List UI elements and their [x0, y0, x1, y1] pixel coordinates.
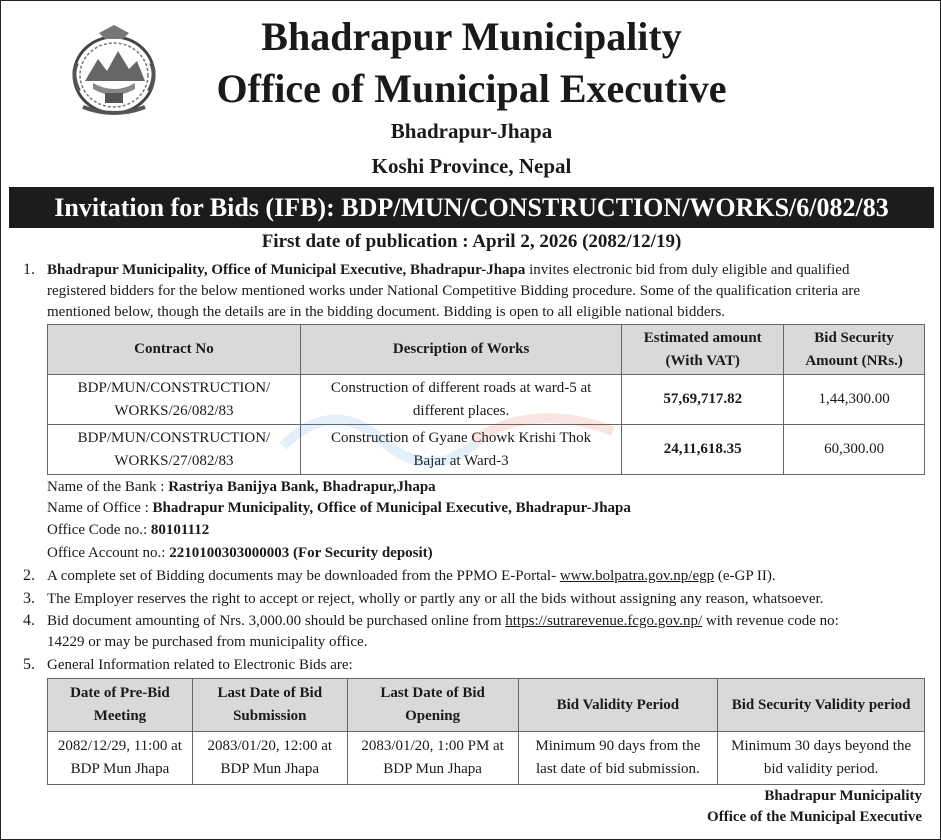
security-validity-l1: Minimum 30 days beyond the	[731, 738, 912, 754]
description-cell	[300, 425, 621, 475]
description-l2: Bajar at Ward-3	[413, 452, 509, 469]
col-submission-l2: Submission	[233, 708, 307, 724]
item-5-number: 5.	[23, 656, 35, 673]
contract-no-l2: WORKS/26/082/83	[114, 402, 234, 419]
sutrarevenue-link[interactable]: https://sutrarevenue.fcgo.gov.np/	[505, 613, 703, 629]
contract-no-l1: BDP/MUN/CONSTRUCTION/	[77, 379, 271, 396]
opening-l1: 2083/01/20, 1:00 PM at	[361, 738, 504, 754]
col-estimated-amount-l1: Estimated amount	[643, 329, 762, 346]
item-2-text	[47, 566, 776, 587]
location-line: Bhadrapur-Jhapa	[390, 119, 553, 143]
office-name-line	[47, 498, 631, 519]
item-1-line2: registered bidders for the below mentioned works under National Competitive Bidding procedure. Some of the qualification criteria are	[47, 283, 861, 299]
bolpatra-link[interactable]: www.bolpatra.gov.np/egp	[559, 568, 715, 584]
item-3-number: 3.	[23, 590, 35, 607]
works-table	[47, 324, 925, 475]
office-code-label: Office Code no.:	[47, 522, 151, 538]
item-4-lead: Bid document amounting of Nrs. 3,000.00 should be purchased online from	[47, 613, 506, 629]
description-l2: different places.	[412, 402, 510, 419]
item-1-line1-rest: invites electronic bid from duly eligible and qualified	[525, 262, 850, 278]
contract-no-l1: BDP/MUN/CONSTRUCTION/	[77, 429, 271, 446]
office-account-label: Office Account no.:	[47, 545, 170, 561]
col-opening-l1: Last Date of Bid	[380, 685, 485, 701]
security-validity-cell	[718, 732, 925, 785]
bid-security-cell: 60,300.00	[784, 425, 925, 475]
bank-name-value: Rastriya Banijya Bank, Bhadrapur,Jhapa	[168, 479, 436, 495]
ifb-title-bar: Invitation for Bids (IFB): BDP/MUN/CONSTRUCTION/WORKS/6/082/83	[9, 187, 934, 228]
province-line: Koshi Province, Nepal	[371, 154, 572, 178]
col-bid-security-l2: Amount (NRs.)	[805, 352, 903, 369]
signature-line2: Office of the Municipal Executive	[707, 809, 922, 825]
contract-no-cell	[48, 375, 301, 425]
bid-info-header-row	[48, 679, 925, 732]
bid-validity-l1: Minimum 90 days from the	[535, 738, 701, 754]
col-submission-l1: Last Date of Bid	[217, 685, 323, 701]
col-bid-security-l1: Bid Security	[814, 329, 894, 346]
opening-cell	[347, 732, 518, 785]
org-title: Bhadrapur Municipality	[261, 14, 682, 59]
estimated-amount-cell: 24,11,618.35	[622, 425, 784, 475]
item-4-line2: 14229 or may be purchased from municipality office.	[47, 634, 368, 650]
office-code-value: 80101112	[150, 522, 210, 538]
item-4-text	[47, 611, 839, 632]
item-5-text: General Information related to Electronic Bids are:	[47, 657, 353, 673]
office-name-label: Name of Office :	[47, 500, 153, 516]
pre-bid-l2: BDP Mun Jhapa	[70, 761, 170, 777]
bid-validity-cell	[518, 732, 718, 785]
pre-bid-cell	[48, 732, 193, 785]
table-row	[48, 732, 925, 785]
office-account-value: 2210100303000003 (For Security deposit)	[169, 545, 433, 561]
bank-name-line	[47, 477, 436, 498]
item-1-lead: Bhadrapur Municipality, Office of Municipal Executive, Bhadrapur-Jhapa	[47, 262, 526, 278]
item-4-tail: with revenue code no:	[702, 613, 839, 629]
col-pre-bid-l1: Date of Pre-Bid	[70, 685, 170, 701]
office-account-line	[47, 543, 433, 564]
description-l1: Construction of different roads at ward-5 at	[330, 379, 592, 396]
description-cell	[300, 375, 621, 425]
submission-cell	[192, 732, 347, 785]
description-l1: Construction of Gyane Chowk Krishi Thok	[331, 429, 592, 446]
col-last-opening	[347, 679, 518, 732]
table-row	[48, 375, 925, 425]
table-row	[48, 425, 925, 475]
col-estimated-amount-l2: (With VAT)	[665, 352, 740, 369]
bank-name-label: Name of the Bank :	[47, 479, 169, 495]
col-pre-bid-meeting	[48, 679, 193, 732]
office-code-line	[47, 520, 209, 541]
col-pre-bid-l2: Meeting	[93, 708, 147, 724]
office-name-value: Bhadrapur Municipality, Office of Municipal Executive, Bhadrapur-Jhapa	[152, 500, 631, 516]
pre-bid-l1: 2082/12/29, 11:00 at	[57, 738, 182, 754]
col-contract-no: Contract No	[48, 325, 301, 375]
bid-validity-l2: last date of bid submission.	[536, 761, 700, 777]
item-2-lead: A complete set of Bidding documents may be downloaded from the PPMO E-Portal-	[47, 568, 560, 584]
item-1-number: 1.	[23, 261, 35, 278]
item-1-line3: mentioned below, though the details are in the bidding document. Bidding is open to all eligible national bidders.	[47, 304, 726, 320]
col-bid-security	[784, 325, 925, 375]
bid-security-cell: 1,44,300.00	[784, 375, 925, 425]
item-4-number: 4.	[23, 612, 35, 629]
col-estimated-amount	[622, 325, 784, 375]
publication-date: First date of publication : April 2, 2026 (2082/12/19)	[261, 231, 682, 252]
signature-line1: Bhadrapur Municipality	[764, 788, 922, 804]
col-opening-l2: Opening	[405, 708, 461, 724]
contract-no-cell	[48, 425, 301, 475]
opening-l2: BDP Mun Jhapa	[383, 761, 482, 777]
item-3-text: The Employer reserves the right to accept or reject, wholly or partly any or all the bids without assigning any reason, whatsoever.	[47, 591, 824, 607]
bid-info-table	[47, 678, 925, 785]
col-bid-validity: Bid Validity Period	[518, 679, 718, 732]
item-2-tail: (e-GP II).	[714, 568, 776, 584]
col-description: Description of Works	[300, 325, 621, 375]
submission-l2: BDP Mun Jhapa	[220, 761, 320, 777]
col-security-validity: Bid Security Validity period	[718, 679, 925, 732]
col-last-submission	[192, 679, 347, 732]
security-validity-l2: bid validity period.	[763, 761, 879, 777]
submission-l1: 2083/01/20, 12:00 at	[207, 738, 333, 754]
estimated-amount-cell: 57,69,717.82	[622, 375, 784, 425]
item-1-line1	[47, 260, 927, 281]
works-table-header-row	[48, 325, 925, 375]
contract-no-l2: WORKS/27/082/83	[114, 452, 234, 469]
office-title: Office of Municipal Executive	[216, 66, 727, 111]
item-2-number: 2.	[23, 567, 35, 584]
